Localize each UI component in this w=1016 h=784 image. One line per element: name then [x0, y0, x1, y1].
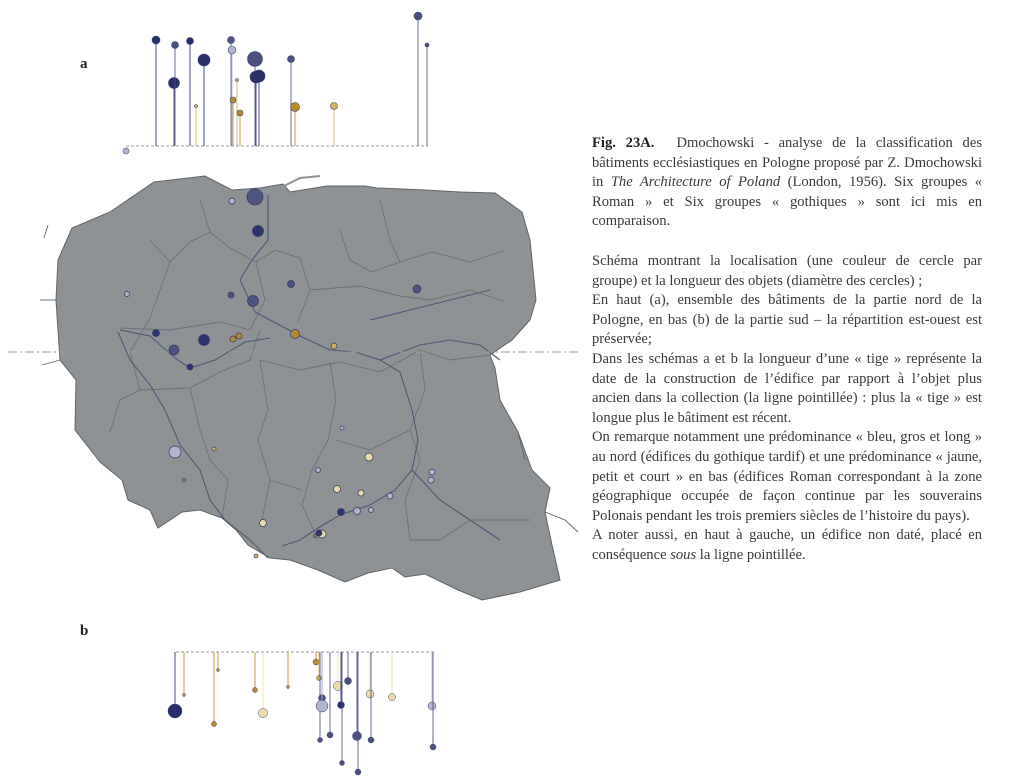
caption-para-2: En haut (a), ensemble des bâtiments de la partie nord de la Pologne, en bas (b) de la partie sud – la répartition est-ouest est préservée; [592, 292, 982, 348]
stem-marker [230, 97, 236, 103]
stem-marker [430, 744, 436, 750]
panel-a-stems [123, 12, 429, 154]
building-marker [212, 447, 216, 451]
panel-a-label: a [80, 56, 88, 72]
stem-marker [198, 54, 210, 66]
stem-marker [237, 110, 243, 116]
building-marker [153, 330, 160, 337]
stem-marker [248, 52, 263, 67]
stem-marker [338, 702, 345, 709]
building-marker [199, 335, 210, 346]
building-marker [316, 468, 321, 473]
building-marker [253, 226, 264, 237]
caption-para-5 [592, 526, 982, 565]
stem-marker [195, 105, 198, 108]
building-marker [288, 281, 295, 288]
building-marker [229, 198, 235, 204]
stem-marker [327, 732, 333, 738]
stem-marker [317, 676, 322, 681]
stem-marker [152, 36, 160, 44]
building-marker [340, 426, 344, 430]
building-marker [413, 285, 421, 293]
building-marker [169, 446, 181, 458]
stem-marker [291, 103, 300, 112]
poland-map [40, 176, 578, 600]
stem-marker [414, 12, 422, 20]
building-marker [369, 508, 374, 513]
panel-b-label: b [80, 623, 89, 639]
building-marker [183, 479, 186, 482]
stem-marker [168, 704, 182, 718]
caption-para-4: On remarque notamment une prédominance « bleu, gros et long » au nord (édifices du gothique tardif) et une prédominance « jaune, petit et court » en bas (édifices Roman correspondant à la zone géographique occupée de façon continue par les souverains Polonais pendant les trois premiers siècles de l’histoire du pays). [592, 429, 982, 524]
caption-para-3: Dans les schémas a et b la longueur d’une « tige » représente la date de la construction de l’édifice par rapport à l’objet plus ancien dans la collection (la ligne pointillée) : plus la « tige » est longue plus le bâtiment est récent. [592, 350, 982, 426]
caption-book-title: The Architecture of Poland [610, 174, 781, 191]
caption-para-1: Schéma montrant la localisation (une couleur de cercle par groupe) et la longueur des objets (diamètre des cercles) ; [592, 252, 982, 289]
building-marker [230, 336, 236, 342]
building-marker [354, 508, 361, 515]
stem-marker [428, 702, 436, 710]
building-marker [187, 364, 193, 370]
building-marker [125, 292, 130, 297]
building-marker [260, 520, 267, 527]
stem-marker [187, 38, 194, 45]
stem-marker [253, 688, 258, 693]
stem-marker [313, 659, 319, 665]
stem-marker [345, 678, 352, 685]
stem-marker [355, 769, 361, 775]
figure-number: Fig. 23A. [592, 135, 655, 151]
building-marker [228, 292, 234, 298]
building-marker [314, 535, 317, 538]
undated-marker [123, 148, 129, 154]
stem-marker [368, 737, 374, 743]
building-marker [428, 477, 434, 483]
building-marker [338, 509, 345, 516]
building-marker [365, 453, 373, 461]
building-marker [334, 486, 341, 493]
stem-marker [183, 694, 186, 697]
stem-marker [259, 709, 268, 718]
stem-marker [217, 669, 220, 672]
building-marker [358, 490, 364, 496]
stem-marker [228, 46, 236, 54]
building-marker [331, 343, 337, 349]
building-marker [254, 554, 258, 558]
poland-outline [56, 176, 560, 600]
building-marker [169, 345, 179, 355]
building-marker [247, 189, 263, 205]
stem-marker [389, 694, 396, 701]
building-marker [429, 469, 435, 475]
caption-title-post: (London, 1956). Six groupes « Roman » et Six groupes « gothiques » sont ici mis en comparaison. [592, 174, 983, 230]
stem-marker [340, 761, 345, 766]
caption-title-pre: Dmochowski - analyse de la classification des bâtiments ecclésiastiques en Pologne proposé par Z. Dmochowski in [592, 135, 982, 191]
caption-para-5-emphasis: sous [670, 546, 697, 563]
stem-marker [316, 700, 328, 712]
caption-intro [592, 134, 982, 232]
building-marker [291, 330, 300, 339]
stem-marker [212, 722, 217, 727]
stem-marker [366, 690, 374, 698]
stem-marker [318, 738, 323, 743]
stem-marker [288, 56, 295, 63]
stem-marker [353, 732, 362, 741]
stem-marker [169, 78, 180, 89]
stem-marker [287, 686, 290, 689]
building-marker [316, 530, 322, 536]
stem-marker [236, 79, 239, 82]
building-marker [387, 493, 393, 499]
caption-para-5-post: la ligne pointillée. [696, 546, 806, 563]
building-marker [248, 296, 259, 307]
caption-para-5-pre: A noter aussi, en haut à gauche, un édifice non daté, placé en conséquence [592, 527, 982, 563]
stem-marker [425, 43, 429, 47]
panel-b-stems [168, 652, 436, 775]
stem-marker [172, 42, 179, 49]
stem-marker [228, 37, 235, 44]
figure-caption [592, 134, 982, 565]
building-marker [236, 333, 242, 339]
stem-marker [253, 70, 265, 82]
stem-marker [331, 103, 338, 110]
hel-peninsula [284, 176, 320, 186]
